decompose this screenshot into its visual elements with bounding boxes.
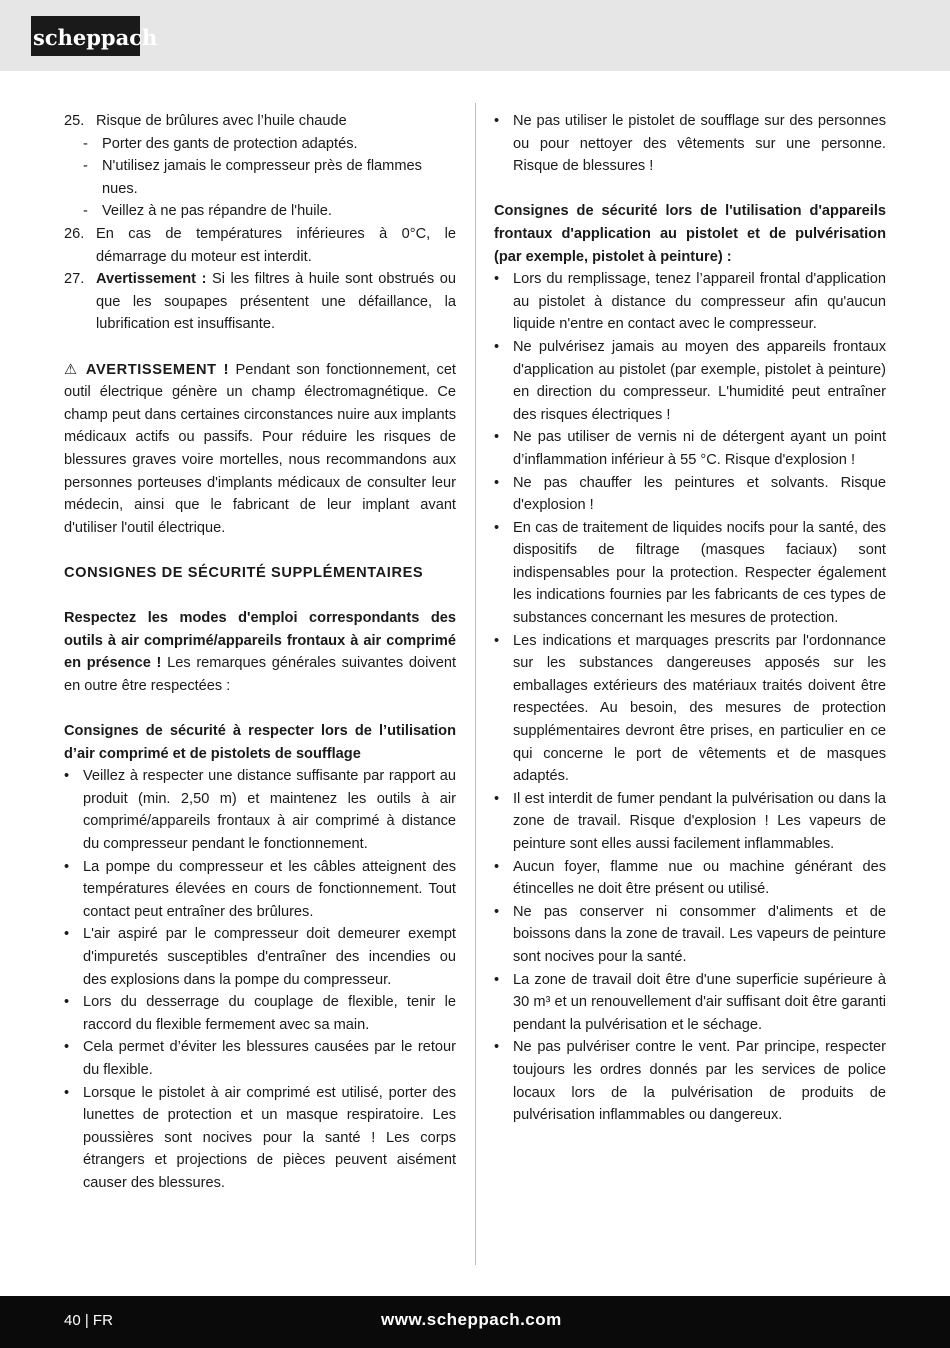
list-item-text: La zone de travail doit être d'une superficie supérieure à 30 m³ et un renouvellement d'air suffisant doit être garanti pendant la pulvérisation et le séchage. <box>513 971 886 1033</box>
item-text: En cas de températures inférieures à 0°C, le démarrage du moteur est interdit. <box>96 225 456 265</box>
list-item-text: En cas de traitement de liquides nocifs pour la santé, des dispositifs de filtrage (masques faciaux) sont indispensables pour la protection. Respecter également les indications fournies par les fabricants de ces types de substances concernant les mesures de protection. <box>513 519 886 627</box>
item-text <box>96 268 456 336</box>
subsection-title: Consignes de sécurité à respecter lors de l’utilisation d’air comprimé et de pistolets de soufflage <box>64 723 456 762</box>
list-item <box>494 969 886 1037</box>
section-title: CONSIGNES DE SÉCURITÉ SUPPLÉMENTAIRES <box>64 564 424 581</box>
bullet-marker: • <box>64 768 70 785</box>
bullet-marker: • <box>494 338 500 355</box>
list-item-text: Lorsque le pistolet à air comprimé est utilisé, porter des lunettes de protection et un masque respiratoire. Les poussières sont nocives pour la santé ! Les corps étrangers et projections de pièces peuvent aisément causer des blessures. <box>83 1084 456 1191</box>
bullet-marker: • <box>494 1039 500 1056</box>
item-number: 25. <box>64 113 85 129</box>
intro-paragraph <box>64 607 456 697</box>
sub-item <box>64 133 456 156</box>
list-item <box>64 765 456 855</box>
scheppach-logo: scheppach <box>31 16 140 56</box>
list-item-text: Cela permet d’éviter les blessures causées par le retour du flexible. <box>83 1039 456 1078</box>
left-column <box>64 110 456 1195</box>
list-item <box>494 1036 886 1126</box>
bullet-marker: • <box>494 632 500 649</box>
list-item-text: Ne pas chauffer les peintures et solvants. Risque d'explosion ! <box>513 474 886 514</box>
bullet-list <box>64 765 456 1194</box>
page-number: 40 | FR <box>64 1312 113 1329</box>
subsection-title: Consignes de sécurité lors de l'utilisation d'appareils frontaux d'application au pistolet et de pulvérisation (par exemple, pistolet à peinture) : <box>494 203 886 265</box>
warning-triangle-icon: ⚠ <box>64 361 80 378</box>
list-item-text: La pompe du compresseur et les câbles atteignent des températures élevées en cours de fonctionnement. Tout contact peut entraîner des brûlures. <box>83 858 456 920</box>
column-divider <box>475 103 476 1265</box>
item-body: Si les filtres à huile sont obstrués ou que les soupapes présentent une défaillance, la lubrification est insuffisante. <box>96 271 456 333</box>
bullet-marker: • <box>494 971 500 988</box>
list-item <box>64 991 456 1036</box>
bullet-marker: • <box>494 519 500 536</box>
list-item-25 <box>64 110 456 133</box>
bullet-marker: • <box>494 271 500 288</box>
list-item <box>494 856 886 901</box>
list-item <box>494 336 886 426</box>
bullet-marker: • <box>494 903 500 920</box>
dash-marker: - <box>83 203 88 220</box>
list-item <box>494 268 886 336</box>
dash-marker: - <box>83 135 88 152</box>
list-item <box>64 856 456 924</box>
list-item-text: Ne pas utiliser le pistolet de soufflage sur des personnes ou pour nettoyer des vêtements sur une personne. Risque de blessures ! <box>513 113 886 175</box>
list-item <box>64 1036 456 1081</box>
bullet-marker: • <box>64 1084 70 1101</box>
bullet-marker: • <box>64 926 70 943</box>
bullet-marker: • <box>64 994 70 1011</box>
list-item <box>494 630 886 788</box>
bullet-marker: • <box>494 113 500 129</box>
sub-item-text: N'utilisez jamais le compresseur près de flammes nues. <box>102 158 422 197</box>
list-item-text: Les indications et marquages prescrits par l'ordonnance sur les substances dangereuses apposés sur les emballages extérieurs des matériaux traités doivent être respectées. Au besoin, des mesures de protection supplémentaires devront être prises, en particulier en ce qui concerne le port de vêtements et de masques adaptés. <box>513 632 886 785</box>
list-item <box>494 472 886 517</box>
item-text: Risque de brûlures avec l’huile chaude <box>96 113 347 129</box>
item-number: 27. <box>64 271 85 288</box>
list-item <box>494 517 886 630</box>
list-item-text: Aucun foyer, flamme nue ou machine générant des étincelles ne doit être présent ou utilisé. <box>513 858 886 898</box>
list-item-27 <box>64 268 456 336</box>
list-item <box>494 788 886 856</box>
list-item <box>494 901 886 969</box>
sub-item-text: Porter des gants de protection adaptés. <box>102 135 358 152</box>
sub-item <box>64 155 456 200</box>
list-item-text: Lors du remplissage, tenez l’appareil frontal d'application au pistolet à distance du compresseur afin qu'aucun liquide n'entre en contact avec le compresseur. <box>513 271 886 333</box>
dash-marker: - <box>83 158 88 175</box>
bullet-marker: • <box>494 474 500 491</box>
list-item-text: Ne pas conserver ni consommer d'aliments et de boissons dans la zone de travail. Les vapeurs de peinture sont nocives pour la santé. <box>513 903 886 965</box>
list-item-text: L'air aspiré par le compresseur doit demeurer exempt d'impuretés susceptibles d'entraîner des incendies ou des explosions dans la pompe du compresseur. <box>83 926 456 988</box>
warning-text: Pendant son fonctionnement, cet outil électrique génère un champ électromagnétique. Ce champ peut dans certaines circonstances nuire aux implants médicaux actifs ou passifs. Pour réduire les risques de blessures graves voire mortelles, nous recommandons aux personnes porteuses d'implants médicaux de consulter leur médecin, ainsi que le fabricant de leur implant avant d'utiliser l'outil électrique. <box>64 361 456 536</box>
bullet-marker: • <box>494 858 500 875</box>
bullet-marker: • <box>494 429 500 446</box>
list-item-26 <box>64 223 456 268</box>
intro-text: Les remarques générales suivantes doivent en outre être respectées : <box>64 655 456 694</box>
warning-label: AVERTISSEMENT ! <box>79 361 230 378</box>
sub-item <box>64 200 456 223</box>
list-item-text: Veillez à respecter une distance suffisante par rapport au produit (min. 2,50 m) et maintenez les outils à air comprimé/appareils frontaux à air comprimé à distance du compresseur pendant le fonctionnement. <box>83 768 456 852</box>
list-item-text: Ne pulvérisez jamais au moyen des appareils frontaux d'application au pistolet (par exemple, pistolet à peinture) en direction du compresseur. L'humidité peut entraîner des risques électriques ! <box>513 338 886 423</box>
bullet-list <box>494 268 886 1127</box>
bullet-marker: • <box>64 858 70 875</box>
bullet-marker: • <box>64 1039 70 1056</box>
list-item-text: Ne pas utiliser de vernis ni de détergent ayant un point d’inflammation inférieur à 55 °C. Risque d'explosion ! <box>513 429 886 468</box>
page-header <box>0 0 950 71</box>
warning-paragraph <box>64 359 456 540</box>
item-number: 26. <box>64 225 85 242</box>
right-column <box>494 110 886 1127</box>
list-item-text: Il est interdit de fumer pendant la pulvérisation ou dans la zone de travail. Risque d'explosion ! Les vapeurs de peinture sont elles aussi facilement inflammables. <box>513 790 886 852</box>
footer-url: www.scheppach.com <box>381 1310 562 1329</box>
page-footer <box>0 1296 950 1348</box>
sub-item-text: Veillez à ne pas répandre de l'huile. <box>102 203 332 220</box>
item-bold-lead: Avertissement : <box>96 271 207 288</box>
list-item-text: Ne pas pulvériser contre le vent. Par principe, respecter toujours les ordres donnés par les services de police locaux lors de la pulvérisation de produits de pulvérisation inflammables ou dangereux. <box>513 1039 886 1124</box>
list-item <box>494 426 886 471</box>
list-item <box>64 1082 456 1195</box>
list-item <box>494 110 886 178</box>
list-item <box>64 923 456 991</box>
bullet-marker: • <box>494 790 500 807</box>
intro-bold: Respectez les modes d'emploi correspondants des outils à air comprimé/appareils frontaux à air comprimé en présence ! <box>64 610 456 672</box>
list-item-text: Lors du desserrage du couplage de flexible, tenir le raccord du flexible fermement avec sa main. <box>83 994 456 1033</box>
